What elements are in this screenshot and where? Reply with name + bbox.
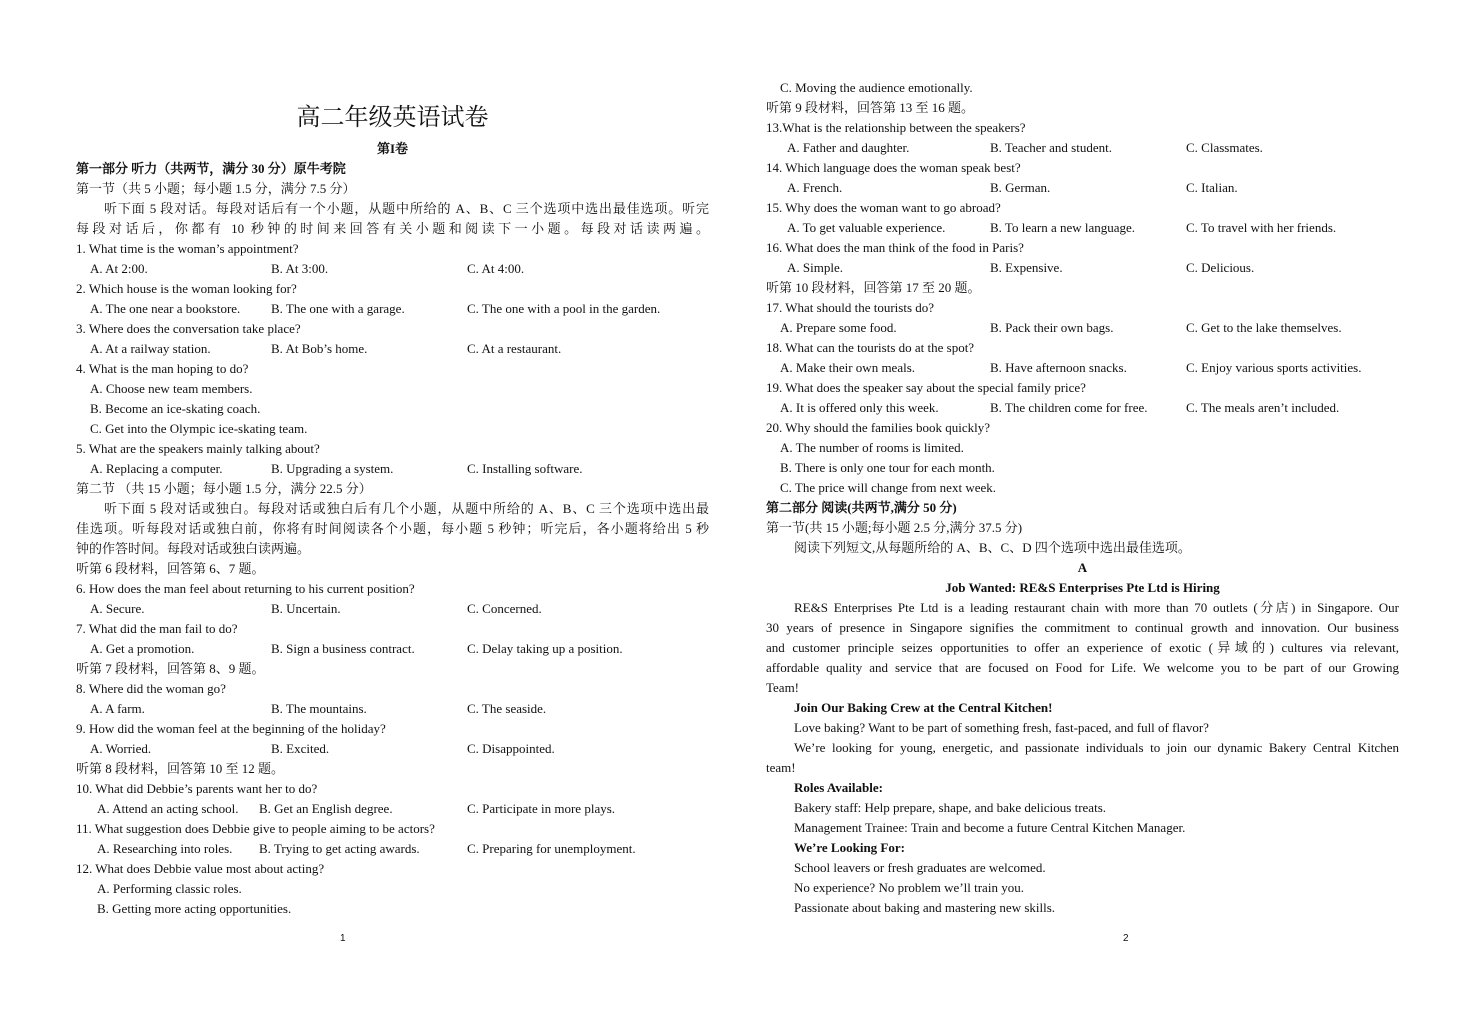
- answer-option-c: C. The one with a pool in the garden.: [467, 301, 661, 316]
- text-line: 阅读下列短文,从每题所给的 A、B、C、D 四个选项中选出最佳选项。: [794, 540, 1191, 555]
- question-text: 19. What does the speaker say about the special family price?: [766, 380, 1086, 395]
- answer-option-b: B. Pack their own bags.: [990, 320, 1114, 335]
- answer-option-c: C. To travel with her friends.: [1186, 220, 1337, 235]
- question-text: 10. What did Debbie’s parents want her to do?: [76, 781, 318, 796]
- text-line: School leavers or fresh graduates are welcomed.: [794, 860, 1046, 875]
- answer-option-b: B. The mountains.: [271, 701, 367, 716]
- page-1: [0, 0, 737, 1010]
- question-text: 18. What can the tourists do at the spot?: [766, 340, 975, 355]
- answer-option-b: B. Expensive.: [990, 260, 1063, 275]
- text-line: Love baking? Want to be part of something fresh, fast-paced, and full of flavor?: [794, 720, 1209, 735]
- text-line: We’re looking for young, energetic, and passionate individuals to join our dynamic Bakery Central Kitchen: [794, 740, 1399, 755]
- question-text: 16. What does the man think of the food in Paris?: [766, 240, 1024, 255]
- answer-option-b: B. Trying to get acting awards.: [259, 841, 420, 856]
- passage-title: Job Wanted: RE&S Enterprises Pte Ltd is Hiring: [945, 580, 1220, 595]
- text-line: 第一节(共 15 小题;每小题 2.5 分,满分 37.5 分): [766, 520, 1023, 535]
- question-text: 15. Why does the woman want to go abroad?: [766, 200, 1001, 215]
- section-heading: We’re Looking For:: [794, 840, 905, 855]
- question-text: 12. What does Debbie value most about acting?: [76, 861, 325, 876]
- text-line: 30 years of presence in Singapore signifies the commitment to continual growth and innovation. Our business: [766, 620, 1399, 635]
- answer-option-c: C. Participate in more plays.: [467, 801, 616, 816]
- text-line: 第一节（共 5 小题；每小题 1.5 分，满分 7.5 分）: [76, 181, 356, 196]
- answer-option-c: C. At 4:00.: [467, 261, 525, 276]
- section-heading: Roles Available:: [794, 780, 883, 795]
- text-line: Team!: [766, 680, 800, 695]
- text-line: 听第 8 段材料，回答第 10 至 12 题。: [76, 761, 285, 776]
- answer-option-a: A. Attend an acting school.: [97, 801, 239, 816]
- text-line: B. Become an ice-skating coach.: [90, 401, 261, 416]
- answer-option-a: A. The one near a bookstore.: [90, 301, 241, 316]
- answer-option-c: C. At a restaurant.: [467, 341, 562, 356]
- answer-option-c: C. Disappointed.: [467, 741, 555, 756]
- answer-option-b: B. Have afternoon snacks.: [990, 360, 1127, 375]
- text-line: C. The price will change from next week.: [780, 480, 996, 495]
- question-text: 17. What should the tourists do?: [766, 300, 935, 315]
- answer-option-a: A. Father and daughter.: [787, 140, 910, 155]
- text-line: B. Getting more acting opportunities.: [97, 901, 292, 916]
- text-line: 佳选项。听每段对话或独白前，你将有时间阅读各个小题，每小题 5 秒钟；听完后，各小题将给出 5 秒: [76, 521, 709, 536]
- answer-option-c: C. The meals aren’t included.: [1186, 400, 1340, 415]
- text-line: 第二节 （共 15 小题；每小题 1.5 分，满分 22.5 分）: [76, 481, 372, 496]
- answer-option-a: A. Replacing a computer.: [90, 461, 223, 476]
- question-text: 3. Where does the conversation take place?: [76, 321, 301, 336]
- text-line: Passionate about baking and mastering new skills.: [794, 900, 1056, 915]
- answer-option-b: B. To learn a new language.: [990, 220, 1136, 235]
- answer-option-c: C. Classmates.: [1186, 140, 1263, 155]
- text-line: 听第 6 段材料，回答第 6、7 题。: [76, 561, 265, 576]
- answer-option-c: C. Preparing for unemployment.: [467, 841, 636, 856]
- answer-option-a: A. It is offered only this week.: [780, 400, 939, 415]
- answer-option-a: A. Get a promotion.: [90, 641, 195, 656]
- text-line: 钟的作答时间。每段对话或独白读两遍。: [76, 541, 311, 556]
- text-line: affordable quality and service that are focused on Food for Life. We welcome you to be part of our Growing: [766, 660, 1399, 675]
- page-number: 1: [340, 933, 346, 944]
- text-line: No experience? No problem we’ll train you.: [794, 880, 1024, 895]
- answer-option-a: A. At 2:00.: [90, 261, 148, 276]
- text-line: B. There is only one tour for each month.: [780, 460, 995, 475]
- question-text: 1. What time is the woman’s appointment?: [76, 241, 299, 256]
- text-line: 听下面 5 段对话或独白。每段对话或独白后有几个小题，从题中所给的 A、B、C 三个选项中选出最: [104, 501, 709, 516]
- section-heading: 第二部分 阅读(共两节,满分 50 分): [766, 500, 957, 515]
- answer-option-c: C. Concerned.: [467, 601, 542, 616]
- answer-option-b: B. Get an English degree.: [259, 801, 393, 816]
- answer-option-a: A. Make their own meals.: [780, 360, 916, 375]
- question-text: 9. How did the woman feel at the beginning of the holiday?: [76, 721, 386, 736]
- text-line: A. Performing classic roles.: [97, 881, 242, 896]
- answer-option-b: B. Uncertain.: [271, 601, 341, 616]
- answer-option-a: A. A farm.: [90, 701, 145, 716]
- text-line: 每段对话后，你都有 10 秒钟的时间来回答有关小题和阅读下一小题。每段对话读两遍。: [76, 221, 709, 236]
- page-number: 2: [1123, 933, 1129, 944]
- question-text: 13.What is the relationship between the speakers?: [766, 120, 1026, 135]
- text-line: 听第 9 段材料，回答第 13 至 16 题。: [766, 100, 975, 115]
- answer-option-c: C. Enjoy various sports activities.: [1186, 360, 1362, 375]
- answer-option-b: B. German.: [990, 180, 1051, 195]
- answer-option-b: B. At Bob’s home.: [271, 341, 368, 356]
- text-line: Management Trainee: Train and become a future Central Kitchen Manager.: [794, 820, 1186, 835]
- answer-option-b: B. Excited.: [271, 741, 330, 756]
- page-2: [737, 0, 1475, 1010]
- text-line: 听下面 5 段对话。每段对话后有一个小题，从题中所给的 A、B、C 三个选项中选出最佳选项。听完: [104, 201, 709, 216]
- question-text: 11. What suggestion does Debbie give to people aiming to be actors?: [76, 821, 435, 836]
- answer-option-b: B. The one with a garage.: [271, 301, 405, 316]
- text-line: C. Moving the audience emotionally.: [780, 80, 973, 95]
- answer-option-a: A. Simple.: [787, 260, 843, 275]
- answer-option-c: C. Delay taking up a position.: [467, 641, 623, 656]
- question-text: 2. Which house is the woman looking for?: [76, 281, 297, 296]
- answer-option-a: A. French.: [787, 180, 843, 195]
- text-line: C. Get into the Olympic ice-skating team.: [90, 421, 308, 436]
- answer-option-b: B. The children come for free.: [990, 400, 1148, 415]
- text-line: A. Choose new team members.: [90, 381, 253, 396]
- text-line: A. The number of rooms is limited.: [780, 440, 964, 455]
- part-one-heading: 第一部分 听力（共两节，满分 30 分）原牛考院: [76, 161, 346, 176]
- answer-option-c: C. Delicious.: [1186, 260, 1255, 275]
- answer-option-c: C. Get to the lake themselves.: [1186, 320, 1342, 335]
- exam-title: 高二年级英语试卷: [296, 105, 489, 131]
- section-heading: Join Our Baking Crew at the Central Kitchen!: [794, 700, 1053, 715]
- volume-heading: 第I卷: [376, 141, 409, 156]
- answer-option-a: A. Worried.: [90, 741, 152, 756]
- answer-option-a: A. At a railway station.: [90, 341, 211, 356]
- question-text: 7. What did the man fail to do?: [76, 621, 238, 636]
- question-text: 8. Where did the woman go?: [76, 681, 226, 696]
- answer-option-a: A. Researching into roles.: [97, 841, 233, 856]
- answer-option-a: A. Secure.: [90, 601, 145, 616]
- text-line: Bakery staff: Help prepare, shape, and bake delicious treats.: [794, 800, 1106, 815]
- answer-option-c: C. Installing software.: [467, 461, 583, 476]
- text-line: 听第 10 段材料，回答第 17 至 20 题。: [766, 280, 981, 295]
- text-line: and customer principle seizes opportunities to offer an experience of exotic (异域的) cultures via relevant,: [766, 640, 1399, 655]
- answer-option-a: A. To get valuable experience.: [787, 220, 946, 235]
- passage-title: A: [1077, 560, 1088, 575]
- question-text: 4. What is the man hoping to do?: [76, 361, 249, 376]
- answer-option-b: B. At 3:00.: [271, 261, 329, 276]
- text-line: 听第 7 段材料，回答第 8、9 题。: [76, 661, 265, 676]
- answer-option-b: B. Sign a business contract.: [271, 641, 415, 656]
- question-text: 6. How does the man feel about returning to his current position?: [76, 581, 415, 596]
- answer-option-b: B. Upgrading a system.: [271, 461, 394, 476]
- answer-option-b: B. Teacher and student.: [990, 140, 1112, 155]
- question-text: 14. Which language does the woman speak best?: [766, 160, 1021, 175]
- answer-option-c: C. Italian.: [1186, 180, 1238, 195]
- text-line: RE&S Enterprises Pte Ltd is a leading restaurant chain with more than 70 outlets (分店) in Singapore. Our: [794, 600, 1399, 615]
- text-line: team!: [766, 760, 796, 775]
- question-text: 20. Why should the families book quickly?: [766, 420, 990, 435]
- answer-option-a: A. Prepare some food.: [780, 320, 897, 335]
- question-text: 5. What are the speakers mainly talking about?: [76, 441, 320, 456]
- answer-option-c: C. The seaside.: [467, 701, 547, 716]
